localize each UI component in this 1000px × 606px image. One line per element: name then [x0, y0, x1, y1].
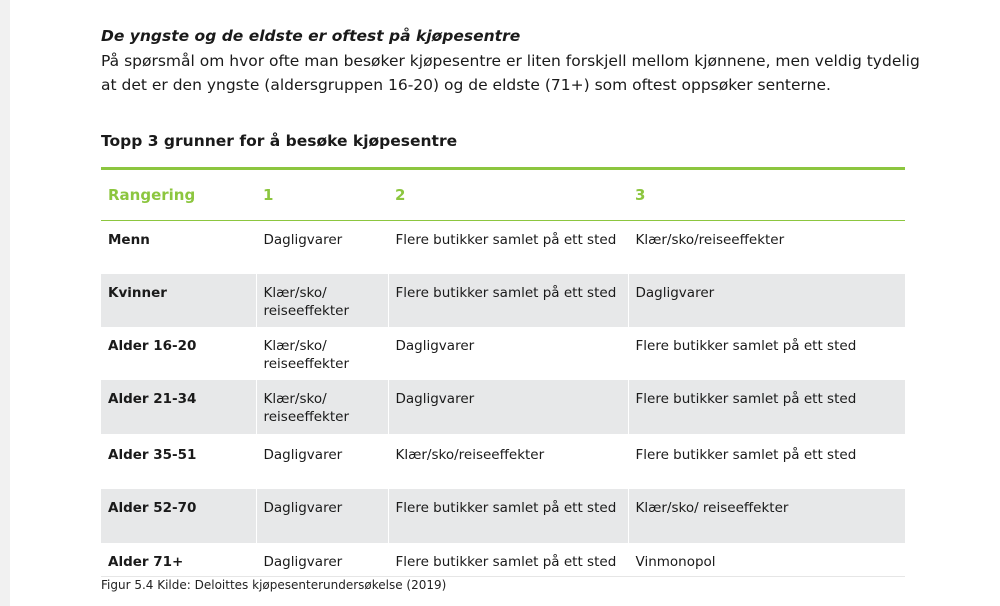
table-cell: Klær/sko/reiseeffekter — [388, 434, 628, 489]
header-rank-3: 3 — [628, 170, 905, 221]
table-cell: Flere butikker samlet på ett sted — [388, 543, 628, 596]
table-cell: Klær/sko/ reiseeffekter — [628, 489, 905, 543]
table-cell: Flere butikker samlet på ett sted — [388, 489, 628, 543]
row-label: Alder 21-34 — [101, 380, 256, 434]
section-heading: De yngste og de eldste er oftest på kjøpesentre — [101, 27, 521, 45]
table-row — [101, 221, 905, 275]
header-rank-1: 1 — [256, 170, 388, 221]
row-label: Kvinner — [101, 274, 256, 327]
figure-caption: Figur 5.4 Kilde: Deloittes kjøpesenterundersøkelse (2019) — [101, 578, 447, 592]
table-cell: Klær/sko/ reiseeffekter — [256, 274, 388, 327]
table-cell: Klær/sko/ reiseeffekter — [256, 327, 388, 380]
table-cell: Flere butikker samlet på ett sted — [628, 434, 905, 489]
table-cell: Flere butikker samlet på ett sted — [388, 274, 628, 327]
header-rangering: Rangering — [101, 170, 256, 221]
table-cell: Dagligvarer — [388, 380, 628, 434]
table-row — [101, 434, 905, 489]
ranking-table-container — [101, 167, 905, 596]
intro-paragraph: På spørsmål om hvor ofte man besøker kjøpesentre er liten forskjell mellom kjønnene, men veldig tydelig at det er den yngste (aldersgruppen 16-20) og de eldste (71+) som oftest oppsøker senterne. — [101, 52, 920, 94]
row-label: Alder 35-51 — [108, 447, 197, 463]
table-cell: Klær/sko/ reiseeffekter — [256, 380, 388, 434]
table-row — [101, 489, 905, 543]
table-row — [101, 327, 905, 380]
ranking-table — [101, 170, 905, 596]
row-label: Alder 16-20 — [108, 338, 197, 354]
table-cell: Dagligvarer — [628, 274, 905, 327]
table-cell: Flere butikker samlet på ett sted — [388, 221, 628, 275]
page-margin — [0, 0, 10, 606]
table-title: Topp 3 grunner for å besøke kjøpesentre — [101, 132, 458, 150]
row-label: Alder 52-70 — [101, 489, 256, 543]
intro-section — [101, 26, 931, 97]
caption-divider — [101, 576, 905, 577]
table-cell: Dagligvarer — [256, 543, 388, 596]
row-label: Menn — [108, 232, 150, 248]
table-cell: Dagligvarer — [256, 489, 388, 543]
table-cell: Dagligvarer — [256, 221, 388, 275]
table-header-row — [101, 170, 905, 221]
table-cell: Vinmonopol — [628, 543, 905, 596]
table-cell: Dagligvarer — [388, 327, 628, 380]
table-cell: Dagligvarer — [256, 434, 388, 489]
table-row — [101, 380, 905, 434]
table-cell: Flere butikker samlet på ett sted — [628, 380, 905, 434]
table-cell: Flere butikker samlet på ett sted — [628, 327, 905, 380]
row-label: Alder 71+ — [108, 554, 184, 570]
table-row — [101, 274, 905, 327]
header-rank-2: 2 — [388, 170, 628, 221]
table-cell: Klær/sko/reiseeffekter — [628, 221, 905, 275]
